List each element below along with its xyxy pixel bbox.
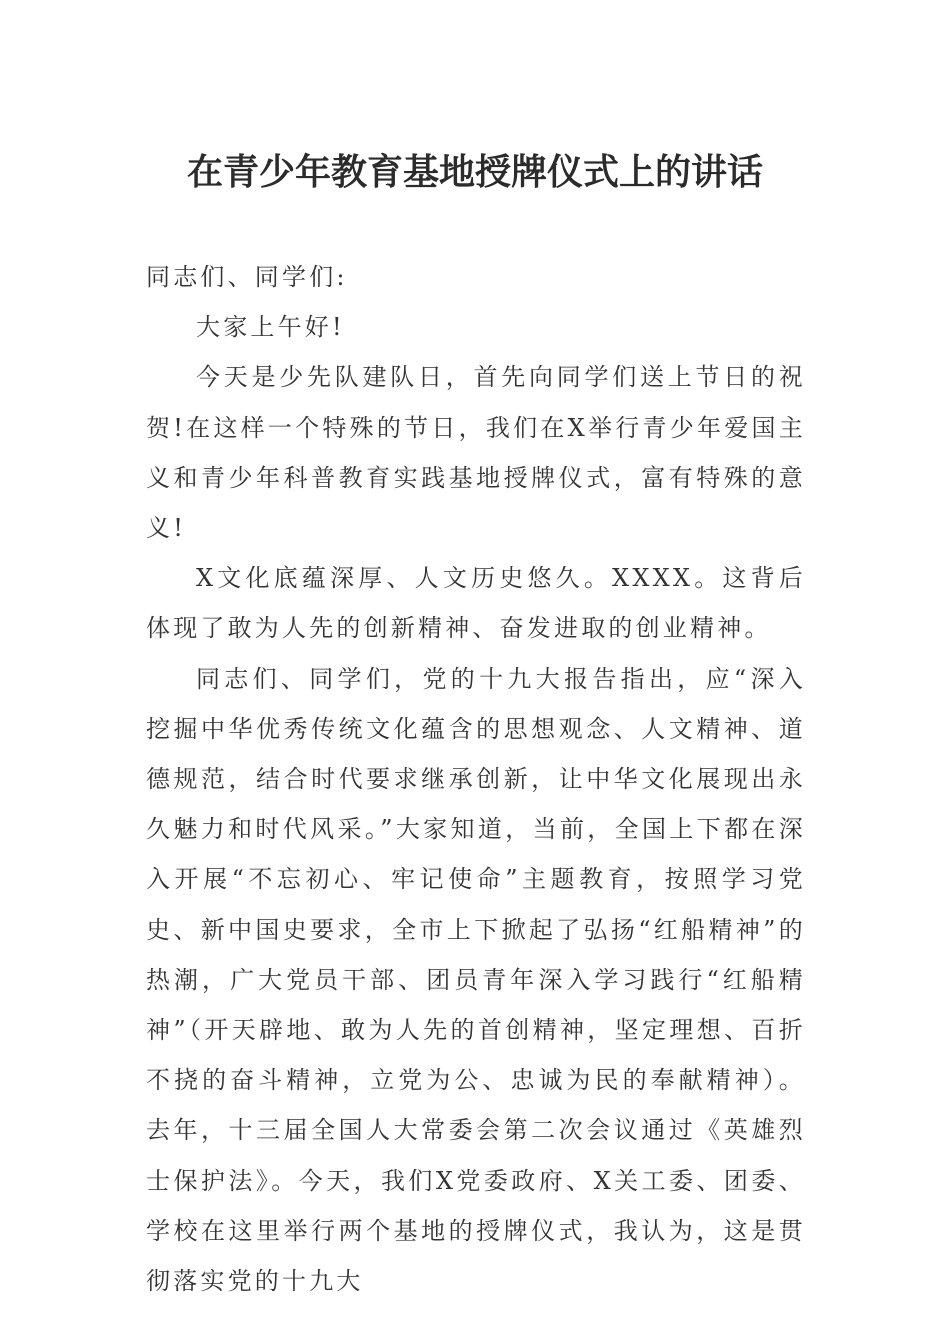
- paragraph-main: 同志们、同学们，党的十九大报告指出，应“深入挖掘中华优秀传统文化蕴含的思想观念、人文精神、道德规范，结合时代要求继承创新，让中华文化展现出永久魅力和时代风采。”大家知道，当前，全国上下都在深入开展“不忘初心、牢记使命”主题教育，按照学习党史、新中国史要求，全市上下掀起了弘扬“红船精神”的热潮，广大党员干部、团员青年深入学习践行“红船精神”（开天辟地、敢为人先的首创精神，坚定理想、百折不挠的奋斗精神，立党为公、忠诚为民的奉献精神）。去年，十三届全国人大常委会第二次会议通过《英雄烈士保护法》。今天，我们X党委政府、X关工委、团委、学校在这里举行两个基地的授牌仪式，我认为，这是贯彻落实党的十九大: [146, 664, 806, 1296]
- paragraph-greeting: 大家上午好!: [196, 313, 345, 342]
- salutation: 同志们、同学们:: [146, 263, 348, 291]
- paragraph-occasion: 今天是少先队建队日，首先向同学们送上节日的祝贺!在这样一个特殊的节日，我们在X举行青少年爱国主义和青少年科普教育实践基地授牌仪式，富有特殊的意义!: [146, 363, 806, 543]
- document-title: 在青少年教育基地授牌仪式上的讲话: [186, 151, 763, 193]
- paragraph-culture: X文化底蕴深厚、人文历史悠久。XXXX。这背后体现了敢为人先的创新精神、奋发进取的创业精神。: [146, 564, 806, 643]
- document-body: [146, 252, 806, 1306]
